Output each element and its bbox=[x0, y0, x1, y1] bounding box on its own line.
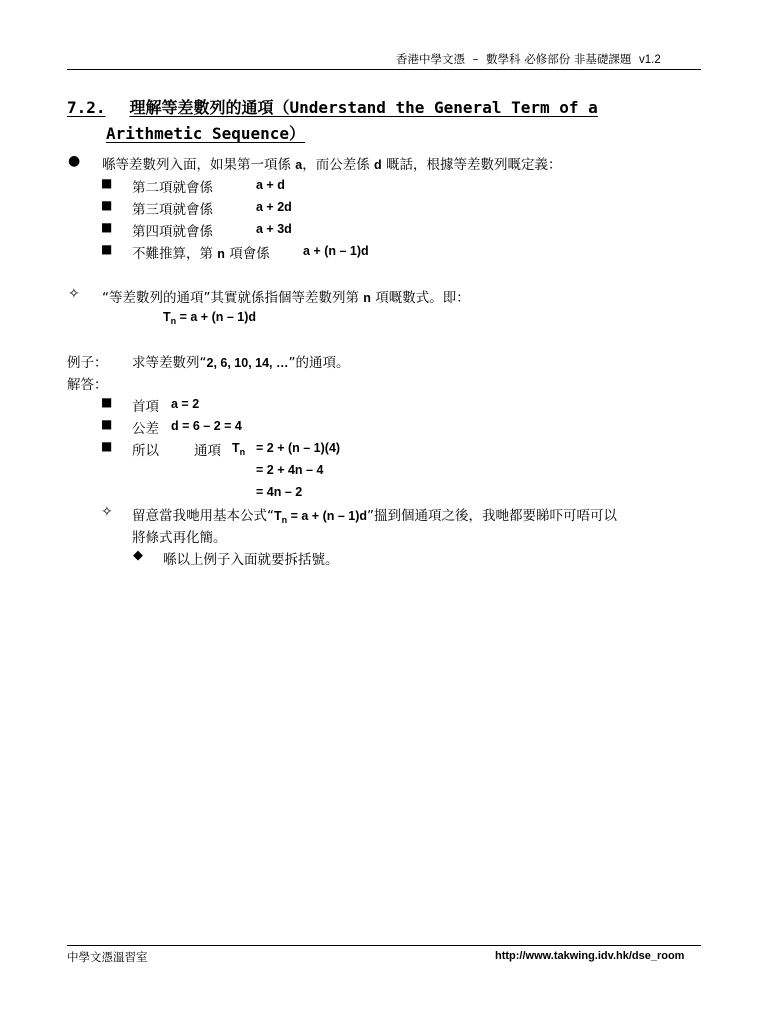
common-diff-expr: d = 6 – 2 = 4 bbox=[171, 419, 242, 433]
note2-text bbox=[132, 504, 617, 525]
diamond-solid-icon: ◆ bbox=[133, 548, 143, 563]
item-expr: a + (n – 1)d bbox=[303, 244, 369, 258]
header-rule bbox=[67, 69, 701, 70]
example-text-b: ”的通項。 bbox=[288, 355, 350, 371]
note2-text-a: 留意當我哋用基本公式“ bbox=[132, 508, 274, 524]
item-label-a: 不難推算，第 bbox=[132, 246, 213, 262]
symbol-sub: n bbox=[239, 447, 246, 457]
item-label bbox=[132, 242, 270, 262]
var-d: d bbox=[374, 158, 382, 172]
solution-line-3: = 4n – 2 bbox=[256, 485, 303, 499]
note2-text-b: ”搵到個通項之後，我哋都要睇吓可唔可以 bbox=[367, 508, 618, 524]
intro-text-c: 嘅話，根據等差數列嘅定義： bbox=[385, 157, 562, 173]
note1-text bbox=[102, 286, 470, 306]
section-title-text: 理解等差數列的通項（Understand the General Term of a bbox=[129, 98, 598, 117]
item-label: 第三項就會係 bbox=[132, 202, 213, 218]
formula-rest: = a + (n – 1)d bbox=[176, 310, 257, 324]
item-label-b: 項會係 bbox=[229, 246, 270, 262]
example-sequence: 2, 6, 10, 14, … bbox=[206, 356, 289, 370]
intro-text bbox=[102, 153, 561, 173]
so-label: 所以 bbox=[132, 443, 159, 459]
item-label: 第二項就會係 bbox=[132, 180, 213, 196]
section-number: 7.2. bbox=[67, 98, 106, 117]
note2-sub-note: 喺以上例子入面就要拆括號。 bbox=[163, 552, 339, 568]
general-term-formula bbox=[163, 310, 256, 326]
first-term-label: 首項 bbox=[132, 399, 159, 415]
square-bullet-icon: ■ bbox=[101, 417, 113, 431]
common-diff-label: 公差 bbox=[132, 421, 159, 437]
square-bullet-icon: ■ bbox=[101, 198, 113, 212]
example-label: 例子： bbox=[67, 355, 108, 371]
answer-label: 解答： bbox=[67, 377, 108, 393]
square-bullet-icon: ■ bbox=[101, 395, 113, 409]
note1-text-a: “等差數列的通項”其實就係指個等差數列第 bbox=[102, 290, 359, 306]
var-n: n bbox=[363, 291, 371, 305]
first-term-expr: a = 2 bbox=[171, 397, 200, 411]
formula-T: T bbox=[163, 310, 171, 324]
solution-line-1: = 2 + (n – 1)(4) bbox=[256, 441, 341, 455]
square-bullet-icon: ■ bbox=[101, 176, 113, 190]
header-dash: – bbox=[472, 52, 479, 66]
general-term-symbol bbox=[232, 441, 245, 457]
general-term-label: 通項 bbox=[194, 443, 221, 459]
square-bullet-icon: ■ bbox=[101, 242, 113, 256]
section-title-line2: Arithmetic Sequence） bbox=[106, 124, 306, 143]
solution-line-2: = 2 + 4n – 4 bbox=[256, 463, 324, 477]
item-expr: a + 2d bbox=[256, 200, 292, 214]
square-bullet-icon: ■ bbox=[101, 220, 113, 234]
intro-text-b: ，而公差係 bbox=[302, 157, 370, 173]
item-label: 第四項就會係 bbox=[132, 224, 213, 240]
diamond-outline-icon: ✧ bbox=[68, 286, 80, 302]
intro-text-a: 喺等差數列入面，如果第一項係 bbox=[102, 157, 291, 173]
footer-rule bbox=[67, 945, 701, 946]
section-title-line1 bbox=[67, 95, 598, 118]
footer-url: http://www.takwing.idv.hk/dse_room bbox=[495, 950, 685, 962]
square-bullet-icon: ■ bbox=[101, 439, 113, 453]
header-version: v1.2 bbox=[639, 54, 661, 66]
diamond-outline-icon: ✧ bbox=[101, 504, 113, 520]
header-school: 香港中學文憑 bbox=[396, 52, 465, 66]
symbol-T: T bbox=[232, 441, 240, 455]
formula-T: T bbox=[274, 509, 282, 523]
item-expr: a + d bbox=[256, 178, 285, 192]
note1-text-b: 項嘅數式。即： bbox=[375, 290, 470, 306]
running-header bbox=[396, 51, 661, 67]
header-subject: 數學科 必修部份 非基礎課題 bbox=[486, 52, 632, 66]
example-question bbox=[132, 351, 350, 371]
example-text-a: 求等差數列“ bbox=[132, 355, 207, 371]
var-n: n bbox=[217, 247, 225, 261]
note2-text-c: 將條式再化簡。 bbox=[132, 530, 227, 546]
formula-sub: n bbox=[281, 515, 288, 525]
formula-rest: = a + (n – 1)d bbox=[287, 509, 368, 523]
footer-left: 中學文憑溫習室 bbox=[67, 950, 148, 964]
formula-sub: n bbox=[170, 316, 177, 326]
var-a: a bbox=[295, 158, 303, 172]
item-expr: a + 3d bbox=[256, 222, 292, 236]
bullet-icon: ● bbox=[68, 153, 81, 169]
note2-formula bbox=[274, 509, 367, 523]
